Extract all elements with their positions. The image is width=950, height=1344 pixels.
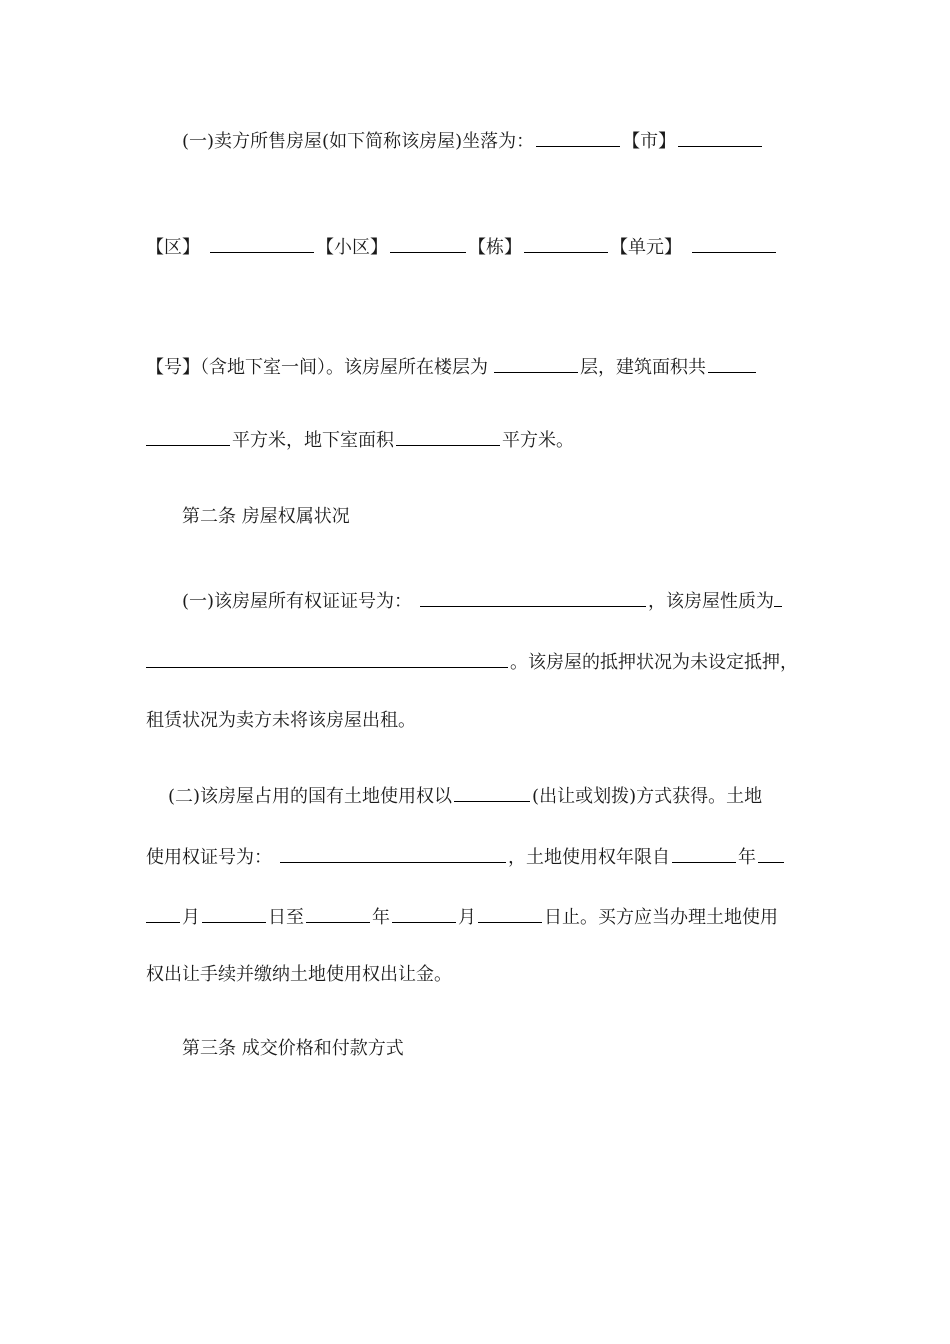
year-label-2: 年 [372,907,390,928]
day-to-label: 日至 [268,907,304,928]
location-line-2 [146,233,778,257]
ownership-line-1 [146,587,782,611]
blank-unit[interactable] [692,233,776,253]
blank-community[interactable] [390,233,466,253]
area-unit: 平方米，地下室面积 [232,430,394,451]
lease-status: 租赁状况为卖方未将该房屋出租。 [146,710,416,731]
blank-start-month-part2[interactable] [146,903,180,923]
blank-start-year[interactable] [672,843,736,863]
floor-suffix: 层，建筑面积共 [580,357,706,378]
year-label-1: 年 [738,847,756,868]
blank-province[interactable] [536,127,620,147]
blank-floor[interactable] [494,353,578,373]
article3-heading-text: 第三条 成交价格和付款方式 [182,1038,404,1059]
mortgage-status: 。该房屋的抵押状况为未设定抵押， [510,652,798,673]
article3-heading [146,1037,404,1061]
blank-area-part2[interactable] [146,426,230,446]
district-label: 【区】 [146,237,200,258]
blank-end-month[interactable] [392,903,456,923]
month-label-1: 月 [182,907,200,928]
article2-heading-text: 第二条 房屋权属状况 [182,506,350,527]
blank-basement-area[interactable] [396,426,500,446]
land-line-4 [146,963,452,987]
location-intro: (一)卖方所售房屋(如下简称该房屋)坐落为： [182,131,535,152]
blank-start-day[interactable] [202,903,266,923]
location-line-4 [146,426,574,450]
blank-area-part1[interactable] [708,353,756,373]
ownership-line-3 [146,709,416,733]
land-line-3 [146,903,778,927]
land-line-2 [146,843,786,867]
land-intro: (二)该房屋占用的国有土地使用权以 [168,786,453,807]
property-nature-label: ，该房屋性质为 [648,591,775,612]
land-term-label: ，土地使用权年限自 [508,847,670,868]
land-line-1 [168,782,762,806]
blank-end-day[interactable] [478,903,542,923]
blank-land-cert-no[interactable] [280,843,506,863]
area-unit-end: 平方米。 [502,430,574,451]
day-end-label: 日止。买方应当办理土地使用 [544,907,778,928]
location-line-3 [146,353,758,377]
unit-label: 【单元】 [610,237,682,258]
blank-start-month-part1[interactable] [758,843,784,863]
number-label: 【号】 [146,357,200,378]
basement-note: （含地下室一间）。该房屋所在楼层为 [200,357,488,378]
city-label: 【市】 [622,131,677,152]
blank-nature-part1[interactable] [774,587,782,607]
location-line-1 [146,127,764,151]
blank-city[interactable] [678,127,762,147]
blank-end-year[interactable] [306,903,370,923]
building-label: 【栋】 [468,237,522,258]
ownership-intro: (一)该房屋所有权证证号为： [182,591,413,612]
ownership-line-2 [146,648,798,672]
land-cert-label: 使用权证号为： [146,847,272,868]
blank-certificate-no[interactable] [420,587,646,607]
month-label-2: 月 [458,907,476,928]
blank-district[interactable] [210,233,314,253]
blank-nature-part2[interactable] [146,648,508,668]
blank-building[interactable] [524,233,608,253]
blank-acquisition-method[interactable] [454,782,530,802]
community-label: 【小区】 [316,237,388,258]
article2-heading [146,505,350,529]
land-transfer-note: 权出让手续并缴纳土地使用权出让金。 [146,964,452,985]
acquisition-note: (出让或划拨)方式获得。土地 [532,786,763,807]
